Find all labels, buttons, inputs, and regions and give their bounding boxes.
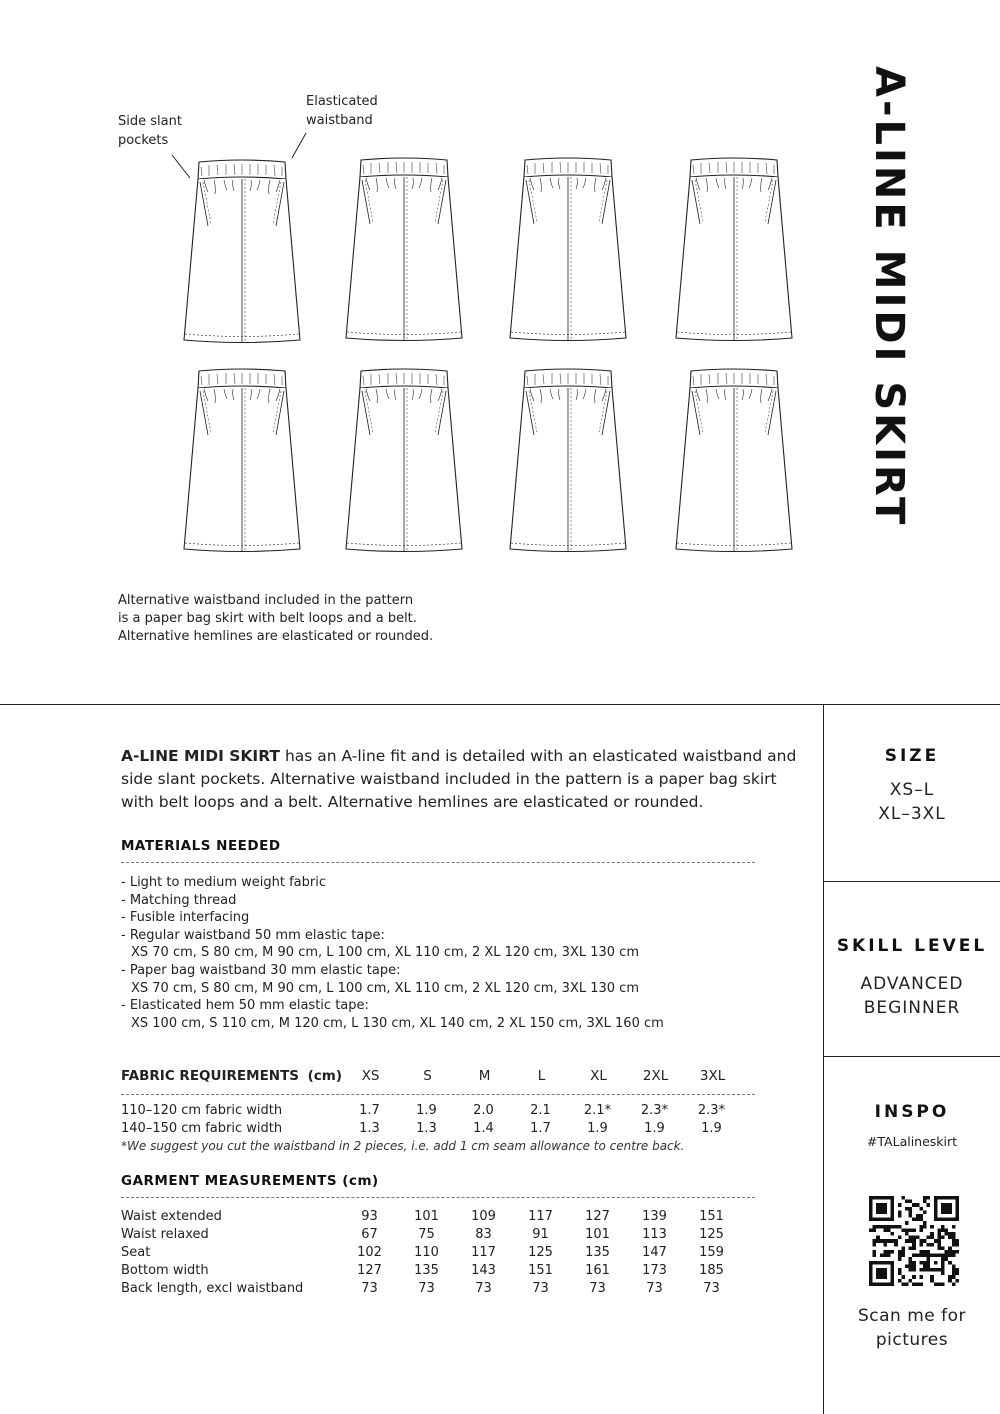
- skirt-2-back: [346, 158, 462, 341]
- size-values: XS–L XL–3XL: [878, 780, 946, 824]
- size-heading: SIZE: [884, 746, 940, 766]
- materials-heading: MATERIALS NEEDED: [121, 838, 281, 854]
- list-item: - Matching thread: [121, 892, 237, 908]
- scan-caption: Scan me for pictures: [857, 1306, 967, 1350]
- size-col-l: L: [537, 1067, 546, 1084]
- list-item: XS 70 cm, S 80 cm, M 90 cm, L 100 cm, XL 110 cm, 2 XL 120 cm, 3XL 130 cm: [131, 980, 639, 996]
- skirt-1-front: [184, 160, 300, 343]
- table-row: Waist extended 93 101 109 117 127 139 151: [121, 1209, 724, 1225]
- dashed-rule: [121, 1094, 755, 1095]
- garment-heading: GARMENT MEASUREMENTS (cm): [121, 1173, 379, 1189]
- skirt-3-front: [510, 158, 626, 341]
- intro-paragraph: A-LINE MIDI SKIRT has an A-line fit and is detailed with an elasticated waistband and side slant pockets. Alternative waistband included in the pattern is a paper bag skirt with belt loops and a belt. Alternative hemlines are elasticated or rounded.: [121, 747, 797, 811]
- list-item: XS 70 cm, S 80 cm, M 90 cm, L 100 cm, XL 110 cm, 2 XL 120 cm, 3XL 130 cm: [131, 945, 639, 961]
- list-item: - Elasticated hem 50 mm elastic tape:: [121, 998, 369, 1014]
- fabric-table: [121, 1102, 740, 1138]
- skirt-6-back: [346, 369, 462, 552]
- size-col-2xl: 2XL: [642, 1067, 669, 1084]
- table-row: Seat 102 110 117 125 135 147 159: [121, 1244, 724, 1260]
- garment-table: [121, 1208, 740, 1297]
- list-item: - Regular waistband 50 mm elastic tape:: [121, 927, 385, 943]
- alternative-note: Alternative waistband included in the pattern is a paper bag skirt with belt loops and a belt. Alternative hemlines are elasticated or rounded.: [118, 593, 434, 644]
- dashed-rule: [121, 1197, 755, 1198]
- skirt-4-back: [676, 158, 792, 341]
- pockets-callout-line: [172, 155, 190, 178]
- list-item: - Light to medium weight fabric: [121, 875, 327, 890]
- table-row: Back length, excl waistband 73 73 73 73 73 73 73: [121, 1280, 720, 1296]
- sidebar-divider-2: [823, 1056, 1000, 1057]
- size-col-m: M: [478, 1067, 491, 1084]
- dashed-rule: [121, 862, 755, 863]
- fabric-footnote: *We suggest you cut the waistband in 2 pieces, i.e. add 1 cm seam allowance to centre back.: [121, 1139, 685, 1153]
- vertical-title: A-LINE MIDI SKIRT: [866, 66, 912, 528]
- skill-level-values: ADVANCED BEGINNER: [860, 974, 964, 1018]
- size-col-3xl: 3XL: [699, 1067, 726, 1084]
- waistband-callout-line: [292, 133, 306, 158]
- fabric-heading: FABRIC REQUIREMENTS (cm): [121, 1067, 343, 1084]
- list-item: - Paper bag waistband 30 mm elastic tape:: [121, 962, 401, 978]
- qr-code-icon[interactable]: [869, 1196, 959, 1286]
- size-col-xl: XL: [590, 1067, 607, 1084]
- inspo-heading: INSPO: [874, 1102, 950, 1122]
- fabric-header-table: [121, 1067, 741, 1085]
- list-item: - Fusible interfacing: [121, 910, 250, 926]
- list-item: XS 100 cm, S 110 cm, M 120 cm, L 130 cm, XL 140 cm, 2 XL 150 cm, 3XL 160 cm: [131, 1015, 664, 1031]
- hashtag: #TALalineskirt: [866, 1134, 958, 1149]
- skirt-7-front: [510, 369, 626, 552]
- sidebar-divider-1: [823, 881, 1000, 882]
- skirt-5-front: [184, 369, 300, 552]
- section-divider: [0, 704, 1000, 705]
- size-col-s: S: [423, 1067, 432, 1084]
- table-row: 140–150 cm fabric width 1.3 1.3 1.4 1.7 1.9 1.9 1.9: [121, 1121, 722, 1137]
- size-col-xs: XS: [361, 1067, 380, 1084]
- materials-list: [121, 874, 664, 1032]
- table-row: 110–120 cm fabric width 1.7 1.9 2.0 2.1 2.1* 2.3* 2.3*: [121, 1103, 726, 1119]
- pockets-callout: Side slant pockets: [118, 114, 182, 148]
- table-row: Bottom width 127 135 143 151 161 173 185: [121, 1262, 724, 1278]
- skirt-8-back: [676, 369, 792, 552]
- skill-level-heading: SKILL LEVEL: [836, 936, 988, 956]
- table-row: Waist relaxed 67 75 83 91 101 113 125: [121, 1227, 724, 1243]
- waistband-callout: Elasticated waistband: [306, 94, 378, 128]
- table-header-row: [121, 1067, 741, 1085]
